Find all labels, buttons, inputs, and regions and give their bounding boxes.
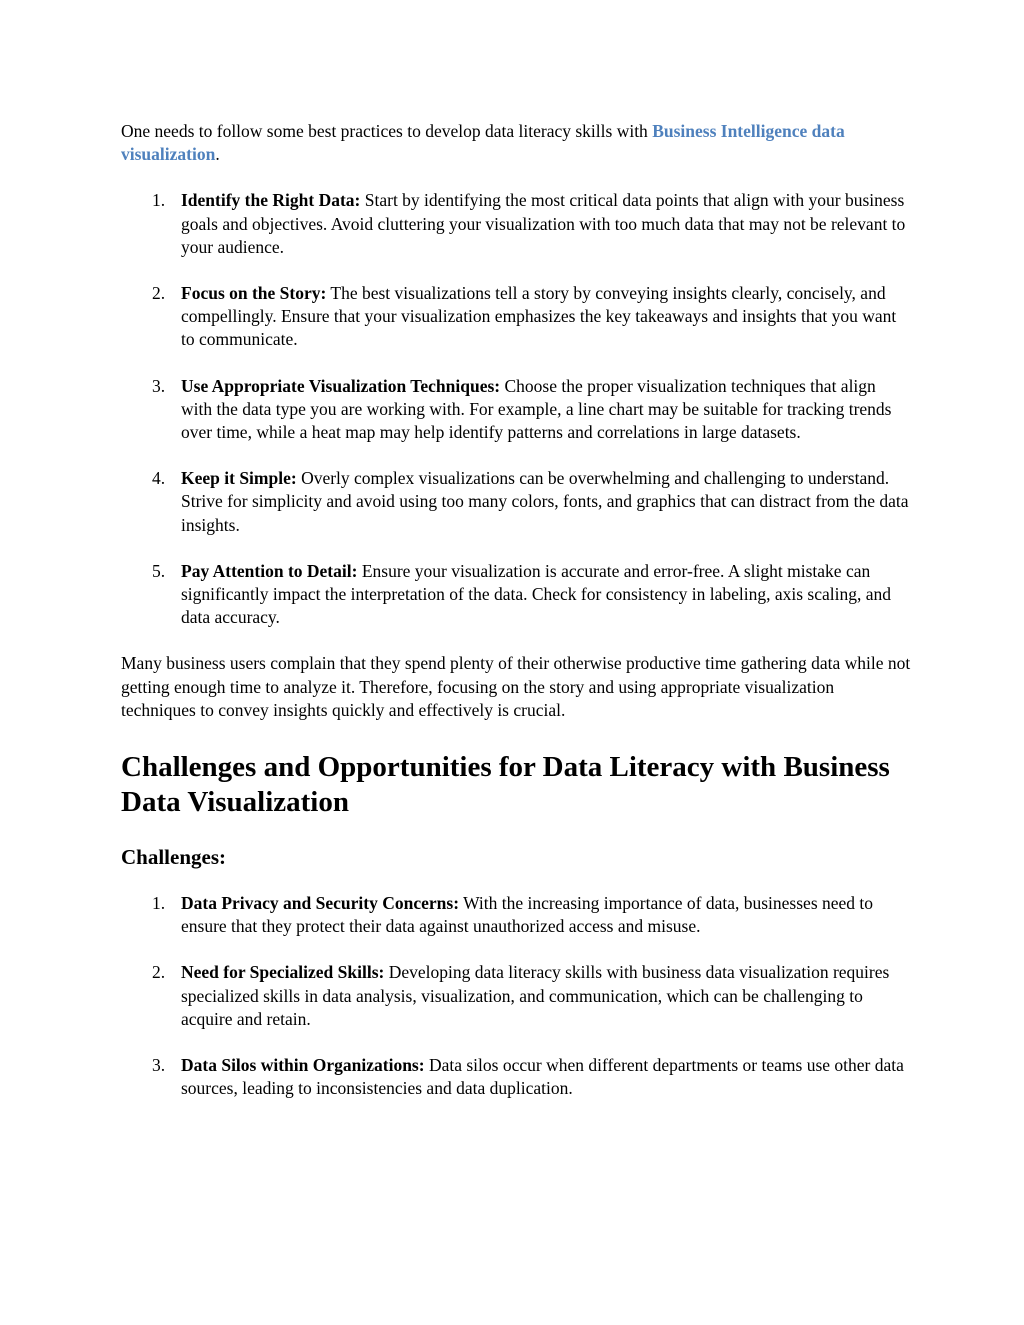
intro-paragraph: [121, 120, 911, 166]
list-term: Pay Attention to Detail:: [181, 560, 358, 581]
closing-paragraph: Many business users complain that they spend plenty of their otherwise productive time gathering data while not getting enough time to analyze it. Therefore, focusing on the story and using appropriate visualization techniques to convey insights quickly and effectively is crucial.: [121, 653, 911, 720]
list-number: 5.: [152, 560, 166, 581]
list-text: Choose the proper visualization techniques that align with the data type you are working with. For example, a line chart may be suitable for tracking trends over time, while a heat map may help identify patterns and correlations in large datasets.: [181, 375, 892, 443]
document-page: [121, 120, 911, 1123]
list-number: 4.: [152, 468, 166, 489]
list-text: Data silos occur when different departments or teams use other data sources, leading to inconsistencies and data duplication.: [181, 1055, 904, 1099]
list-item: [121, 560, 911, 630]
list-item: [121, 375, 911, 445]
list-text: Developing data literacy skills with business data visualization requires specialized skills in data analysis, visualization, and communication, which can be challenging to acquire and retain.: [181, 962, 890, 1029]
list-number: 2.: [152, 283, 166, 304]
list-item: [121, 1054, 911, 1100]
intro-trailing: .: [215, 144, 220, 165]
challenges-list: [121, 892, 911, 1100]
challenges-heading: Challenges:: [121, 845, 226, 870]
list-text: Start by identifying the most critical data points that align with your business goals and objectives. Avoid cluttering your visualization with too much data that may not be relevant to your audience.: [181, 190, 906, 257]
list-term: Use Appropriate Visualization Techniques:: [181, 375, 501, 396]
list-text: Ensure your visualization is accurate and error-free. A slight mistake can significantly impact the interpretation of the data. Check for consistency in labeling, axis scaling, and data accuracy.: [181, 560, 891, 628]
list-text: The best visualizations tell a story by conveying insights clearly, concisely, and compellingly. Ensure that your visualization emphasizes the key takeaways and insights that you want to communicate.: [181, 283, 897, 350]
intro-text: One needs to follow some best practices to develop data literacy skills with: [121, 121, 653, 141]
list-item: [121, 282, 911, 352]
list-item: [121, 467, 911, 537]
list-term: Identify the Right Data:: [181, 190, 361, 211]
list-number: 3.: [152, 375, 166, 396]
best-practices-list: [121, 189, 911, 629]
bi-visualization-link[interactable]: Business Intelligence data visualization: [121, 121, 845, 165]
section-heading: Challenges and Opportunities for Data Literacy with Business Data Visualization: [121, 751, 890, 819]
list-term: Data Silos within Organizations:: [181, 1055, 425, 1076]
list-number: 3.: [152, 1055, 166, 1076]
list-term: Focus on the Story:: [181, 283, 327, 304]
list-term: Need for Specialized Skills:: [181, 962, 385, 983]
list-number: 1.: [152, 190, 166, 211]
list-item: [121, 961, 911, 1031]
list-term: Keep it Simple:: [181, 468, 297, 489]
list-item: [121, 892, 911, 938]
list-term: Data Privacy and Security Concerns:: [181, 893, 460, 914]
list-text: Overly complex visualizations can be overwhelming and challenging to understand. Strive for simplicity and avoid using too many colors, fonts, and graphics that can distract from the data insights.: [181, 468, 909, 535]
list-text: With the increasing importance of data, businesses need to ensure that they protect their data against unauthorized access and misuse.: [181, 893, 874, 937]
list-item: [121, 189, 911, 259]
list-number: 2.: [152, 962, 166, 983]
list-number: 1.: [152, 893, 166, 914]
